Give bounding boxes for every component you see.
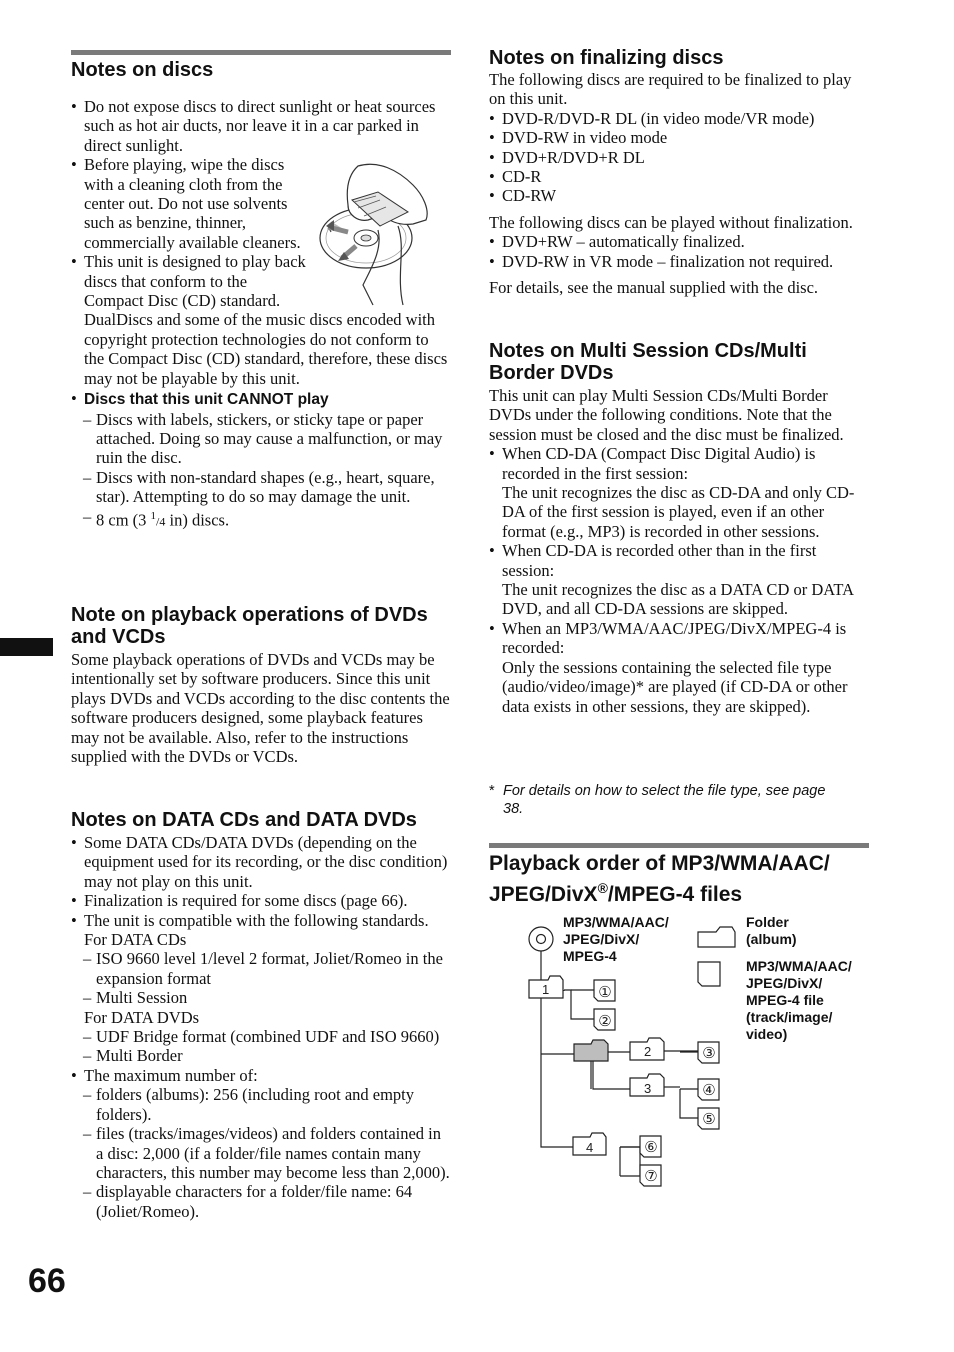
finalizing-item2: • DVD+RW – automatically finalized. (489, 232, 871, 251)
file-number: ④ (702, 1081, 716, 1099)
heading-multi-session: Notes on Multi Session CDs/Multi Border DVDs (489, 340, 807, 384)
finalizing-item: • CD-RW (489, 186, 871, 205)
finalizing-item: • CD-R (489, 167, 871, 186)
discs-dualdisc-text: DualDiscs and some of the music discs encoded with copyright protection technologies do not conform to the Compact Disc (CD) standard, therefore, these discs may not be playable by this unit. (84, 310, 448, 388)
multi-bullet-detail: The unit recognizes the disc as CD-DA and only CD-DA of the first session is played, even if an other format (e.g., MP3) is recorded in other sessions. (502, 483, 855, 541)
page-number: 66 (28, 1262, 66, 1300)
discs-cannot-item: – 8 cm (3 $^1$/4 in) discs. (71, 507, 451, 532)
file-number: ⑥ (644, 1138, 658, 1156)
finalizing-section (489, 70, 871, 297)
multi-section (489, 386, 871, 716)
file-number: ② (598, 1012, 612, 1030)
heading-playback-operations: Note on playback operations of DVDs and VCDs (71, 604, 428, 648)
data-max-item: – displayable characters for a folder/file name: 64 (Joliet/Romeo). (71, 1182, 451, 1221)
finalizing-item2: • DVD-RW in VR mode – finalization not required. (489, 252, 871, 271)
heading-playback-order: Playback order of MP3/WMA/AAC/ JPEG/DivX®/MPEG-4 files (489, 852, 830, 906)
finalizing-item: • DVD+R/DVD+R DL (489, 148, 871, 167)
heading-finalizing: Notes on finalizing discs (489, 47, 724, 69)
heading-notes-on-discs: Notes on discs (71, 59, 214, 81)
playback-order-tree-diagram (520, 920, 760, 1195)
finalizing-item: • DVD-R/DVD-R DL (in video mode/VR mode) (489, 109, 871, 128)
multi-bullet: • When CD-DA is recorded other than in the first session: (489, 541, 871, 580)
disc-cleaning-illustration (318, 160, 448, 310)
finalizing-item: • DVD-RW in video mode (489, 128, 871, 147)
discs-cannot-play-heading: • Discs that this unit CANNOT play (71, 389, 451, 409)
multi-bullet-detail: The unit recognizes the disc as a DATA CD or DATA DVD, and all CD-DA sessions are skipped. (502, 580, 854, 619)
data-bullet: • The unit is compatible with the following standards. (71, 911, 451, 930)
discs-bullet-sunlight: • Do not expose discs to direct sunlight or heat sources such as hot air ducts, nor leave it in a car parked in direct sunlight. (71, 97, 451, 155)
heading-data-cds: Notes on DATA CDs and DATA DVDs (71, 809, 417, 831)
discs-cannot-item: – Discs with labels, stickers, or sticky tape or paper attached. Doing so may cause a malfunction, or may ruin the disc. (71, 410, 451, 468)
finalizing-details: For details, see the manual supplied with the disc. (489, 278, 819, 298)
disc-label: MP3/WMA/AAC/ JPEG/DivX/ MPEG-4 (563, 914, 669, 964)
file-number: ⑦ (644, 1167, 658, 1185)
footnote-file-type: * For details on how to select the file type, see page 38. (489, 783, 826, 817)
discs-bullet-standard: • This unit is designed to play back discs that conform to the Compact Disc (CD) standard. (71, 252, 309, 310)
page-side-tab (0, 638, 53, 656)
file-legend-icon (698, 962, 720, 986)
multi-intro: This unit can play Multi Session CDs/Multi Border DVDs under the following conditions. Note that the session must be closed and the disc must be finalized. (489, 386, 844, 444)
multi-bullet-detail: Only the sessions containing the selected file type (audio/video/image)* are played (if CD-DA or other data exists in other sessions, they are skipped). (502, 657, 848, 716)
disc-icon (529, 927, 553, 951)
folder-icon-selected (574, 1040, 608, 1061)
folder-number: 3 (644, 1081, 652, 1096)
data-dvd-item: – UDF Bridge format (combined UDF and ISO 9660) (71, 1027, 451, 1046)
folder-legend-icon (698, 927, 735, 947)
data-cd-item: – ISO 9660 level 1/level 2 format, Joliet/Romeo in the expansion format (71, 949, 451, 988)
playback-text: Some playback operations of DVDs and VCDs may be intentionally set by software producers. Since this unit plays DVDs and VCDs according to the disc contents the software producers designed, some playback features may not be available. Also, refer to the instructions supplied with the DVDs or VCDs. (71, 650, 450, 767)
right-rule (489, 843, 869, 848)
folder-number: 1 (542, 982, 550, 997)
file-number: ③ (702, 1044, 716, 1062)
folder-number: 2 (644, 1044, 652, 1059)
multi-bullet: • When CD-DA (Compact Disc Digital Audio) is recorded in the first session: (489, 444, 871, 483)
folder-number: 4 (586, 1140, 594, 1155)
data-for-dvds: For DATA DVDs (84, 1007, 200, 1027)
data-section (71, 833, 451, 1221)
data-bullet: • Finalization is required for some discs (page 66). (71, 891, 451, 910)
finalizing-intro: The following discs are required to be finalized to play on this unit. (489, 70, 852, 109)
discs-bullet-wipe: • Before playing, wipe the discs with a cleaning cloth from the center out. Do not use solvents such as benzine, thinner, commercially available cleaners. (71, 155, 309, 252)
data-for-cds: For DATA CDs (84, 930, 187, 950)
finalizing-intro2: The following discs can be played without finalization. (489, 212, 853, 232)
folder-label: Folder (album) (746, 914, 797, 947)
file-number: ⑤ (702, 1110, 716, 1128)
data-bullet: • Some DATA CDs/DATA DVDs (depending on the equipment used for its recording, or the disc condition) may not play on this unit. (71, 833, 451, 891)
discs-cannot-item: – Discs with non-standard shapes (e.g., heart, square, star). Attempting to do so may damage the unit. (71, 468, 451, 507)
data-max-item: – files (tracks/images/videos) and folders contained in a disc: 2,000 (if a folder/file names contain many characters, this number may become less than 2,000). (71, 1124, 451, 1182)
data-max-item: – folders (albums): 256 (including root and empty folders). (71, 1085, 451, 1124)
multi-bullet: • When an MP3/WMA/AAC/JPEG/DivX/MPEG-4 is recorded: (489, 619, 871, 658)
data-dvd-item: – Multi Border (71, 1046, 451, 1065)
left-rule (71, 50, 451, 55)
file-label: MP3/WMA/AAC/ JPEG/DivX/ MPEG-4 file (track/image/ video) (746, 958, 852, 1042)
data-cd-item: – Multi Session (71, 988, 451, 1007)
data-bullet: • The maximum number of: (71, 1066, 451, 1085)
file-number: ① (598, 983, 612, 1001)
